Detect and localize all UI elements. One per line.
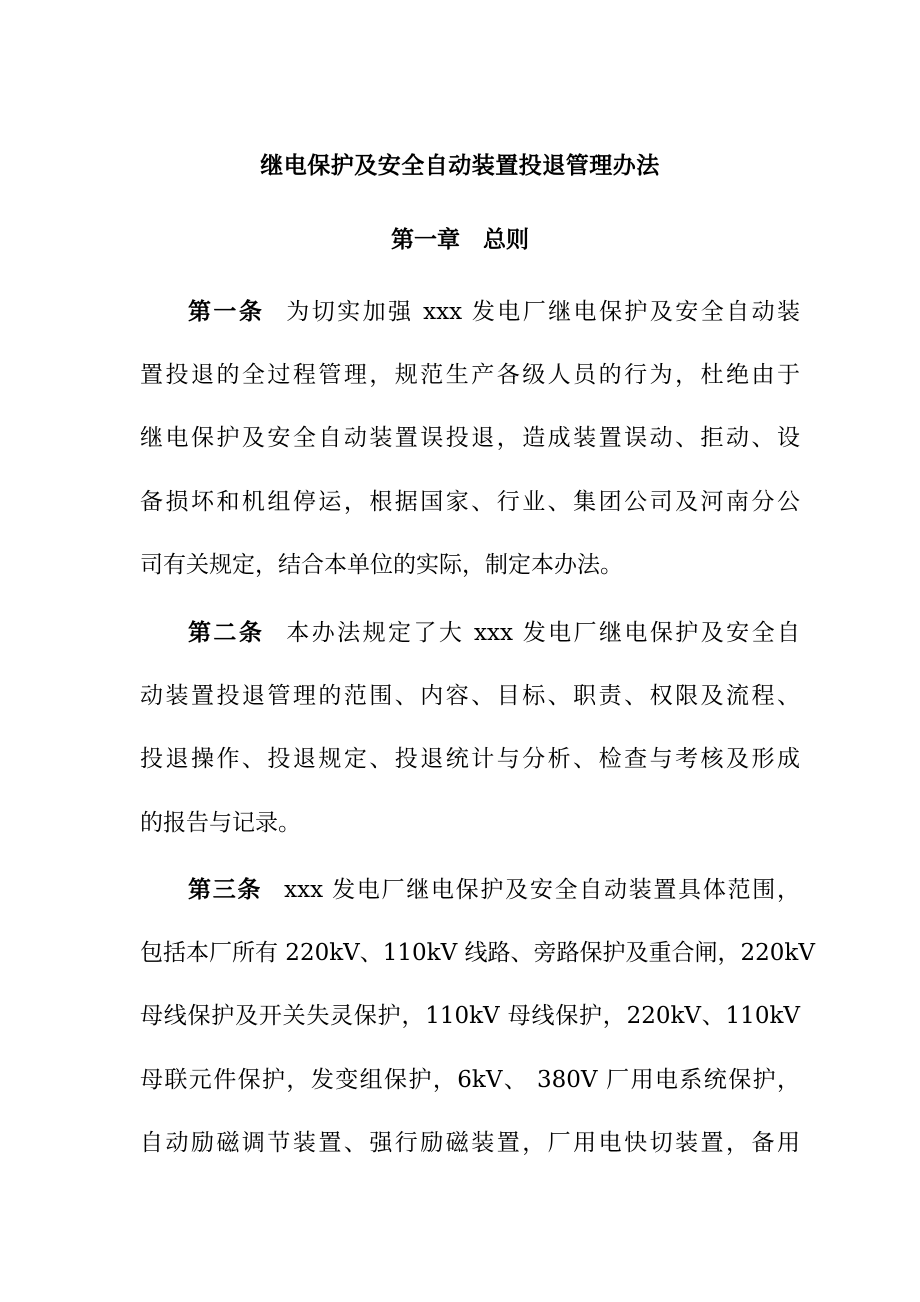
article-text: 为切实加强 xxx 发电厂继电保护及安全自动装	[286, 299, 800, 325]
article-line: 母线保护及开关失灵保护，110kV 母线保护，220kV、110kV	[140, 1003, 800, 1029]
article-line: 母联元件保护，发变组保护，6kV、 380V 厂用电系统保护，	[140, 1066, 800, 1093]
article-line: 自动励磁调节装置、强行励磁装置，厂用电快切装置，备用	[140, 1130, 800, 1156]
article-1	[140, 280, 800, 598]
article-line	[140, 280, 800, 344]
article-line: 的报告与记录。	[140, 809, 301, 836]
article-line: 包括本厂所有 220kV、110kV 线路、旁路保护及重合闸，220kV	[140, 939, 815, 966]
document-title: 继电保护及安全自动装置投退管理办法	[260, 152, 660, 179]
article-line: 司有关规定，结合本单位的实际，制定本办法。	[140, 552, 623, 578]
article-line: 备损坏和机组停运，根据国家、行业、集团公司及河南分公	[140, 488, 800, 515]
article-line	[140, 601, 800, 665]
article-text: xxx 发电厂继电保护及安全自动装置具体范围，	[284, 877, 800, 903]
article-line	[140, 858, 800, 922]
article-line: 继电保护及安全自动装置误投退，造成装置误动、拒动、设	[140, 425, 800, 451]
article-line: 置投退的全过程管理，规范生产各级人员的行为，杜绝由于	[140, 361, 800, 388]
article-line: 投退操作、投退规定、投退统计与分析、检查与考核及形成	[140, 746, 800, 772]
article-heading: 第一条	[188, 298, 265, 325]
article-text: 本办法规定了大 xxx 发电厂继电保护及安全自	[286, 620, 800, 646]
chapter-title: 第一章 总则	[391, 226, 529, 253]
article-2	[140, 601, 800, 855]
article-3	[140, 858, 815, 1176]
article-heading: 第三条	[188, 876, 263, 903]
article-line: 动装置投退管理的范围、内容、目标、职责、权限及流程、	[140, 682, 800, 709]
article-heading: 第二条	[188, 619, 265, 646]
